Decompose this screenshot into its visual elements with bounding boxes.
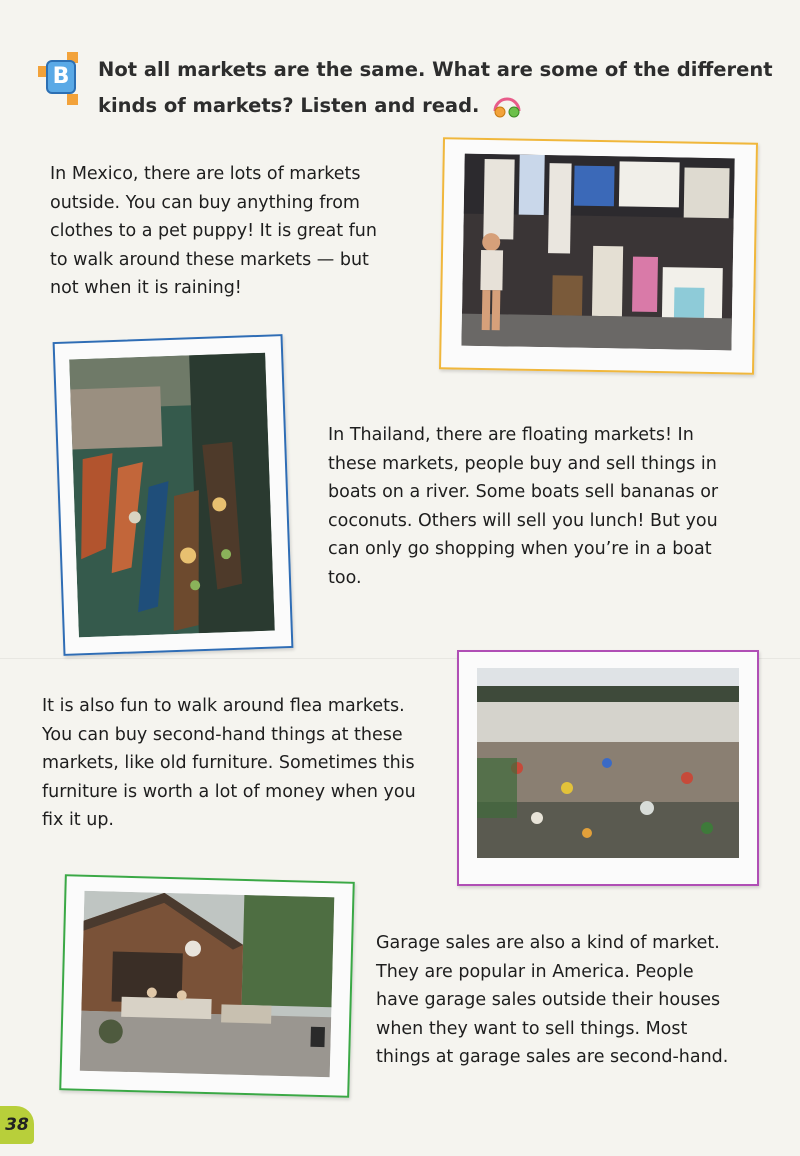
section-letter: B (46, 60, 76, 94)
text-line: these markets, people buy and sell things in (328, 453, 717, 474)
text-line: can only go shopping when you’re in a boat (328, 539, 712, 560)
badge-dot (67, 94, 78, 105)
instruction-line-2 (98, 88, 778, 124)
photo-frame-mexico (439, 137, 758, 374)
text-line: outside. You can buy anything from (50, 192, 360, 213)
text-line: boats on a river. Some boats sell bananas or (328, 482, 719, 503)
crowded-flea-market-photo (477, 668, 739, 858)
text-line: In Thailand, there are floating markets! In (328, 425, 694, 445)
text-line: furniture is worth a lot of money when you (42, 781, 416, 802)
photo-frame-garage (59, 874, 355, 1098)
instruction (98, 52, 778, 124)
text-line: Garage sales are also a kind of market. (376, 933, 720, 953)
text-line: In Mexico, there are lots of markets (50, 164, 361, 184)
headphones-audio-icon[interactable] (490, 93, 524, 121)
page-number: 38 (0, 1106, 34, 1144)
text-line: things at garage sales are second-hand. (376, 1047, 729, 1068)
text-line: markets, like old furniture. Sometimes this (42, 753, 415, 774)
text-line: clothes to a pet puppy! It is great fun (50, 221, 377, 242)
photo-frame-thailand (53, 334, 294, 656)
instruction-line-2-text: kinds of markets? Listen and read. (98, 94, 480, 117)
text-line: fix it up. (42, 810, 114, 831)
paragraph-garage (376, 929, 786, 1072)
text-line: to walk around these markets — but (50, 249, 369, 270)
text-line: coconuts. Others will sell you lunch! But you (328, 510, 718, 531)
text-line: They are popular in America. People (376, 961, 694, 982)
floating-market-boats-photo (69, 353, 275, 638)
photo-frame-flea (457, 650, 759, 886)
text-line: It is also fun to walk around flea markets. (42, 696, 405, 716)
paragraph-thailand (328, 421, 768, 593)
text-line: have garage sales outside their houses (376, 990, 721, 1011)
paragraph-mexico (50, 160, 420, 303)
text-line: not when it is raining! (50, 278, 242, 299)
mexican-clothing-market-photo (461, 154, 734, 351)
garage-sale-house-photo (80, 891, 335, 1077)
instruction-line-1: Not all markets are the same. What are some of the different (98, 58, 773, 81)
text-line: You can buy second-hand things at these (42, 724, 403, 745)
text-line: too. (328, 567, 362, 588)
section-badge (38, 52, 78, 104)
text-line: when they want to sell things. Most (376, 1018, 688, 1039)
paragraph-flea (42, 692, 442, 835)
